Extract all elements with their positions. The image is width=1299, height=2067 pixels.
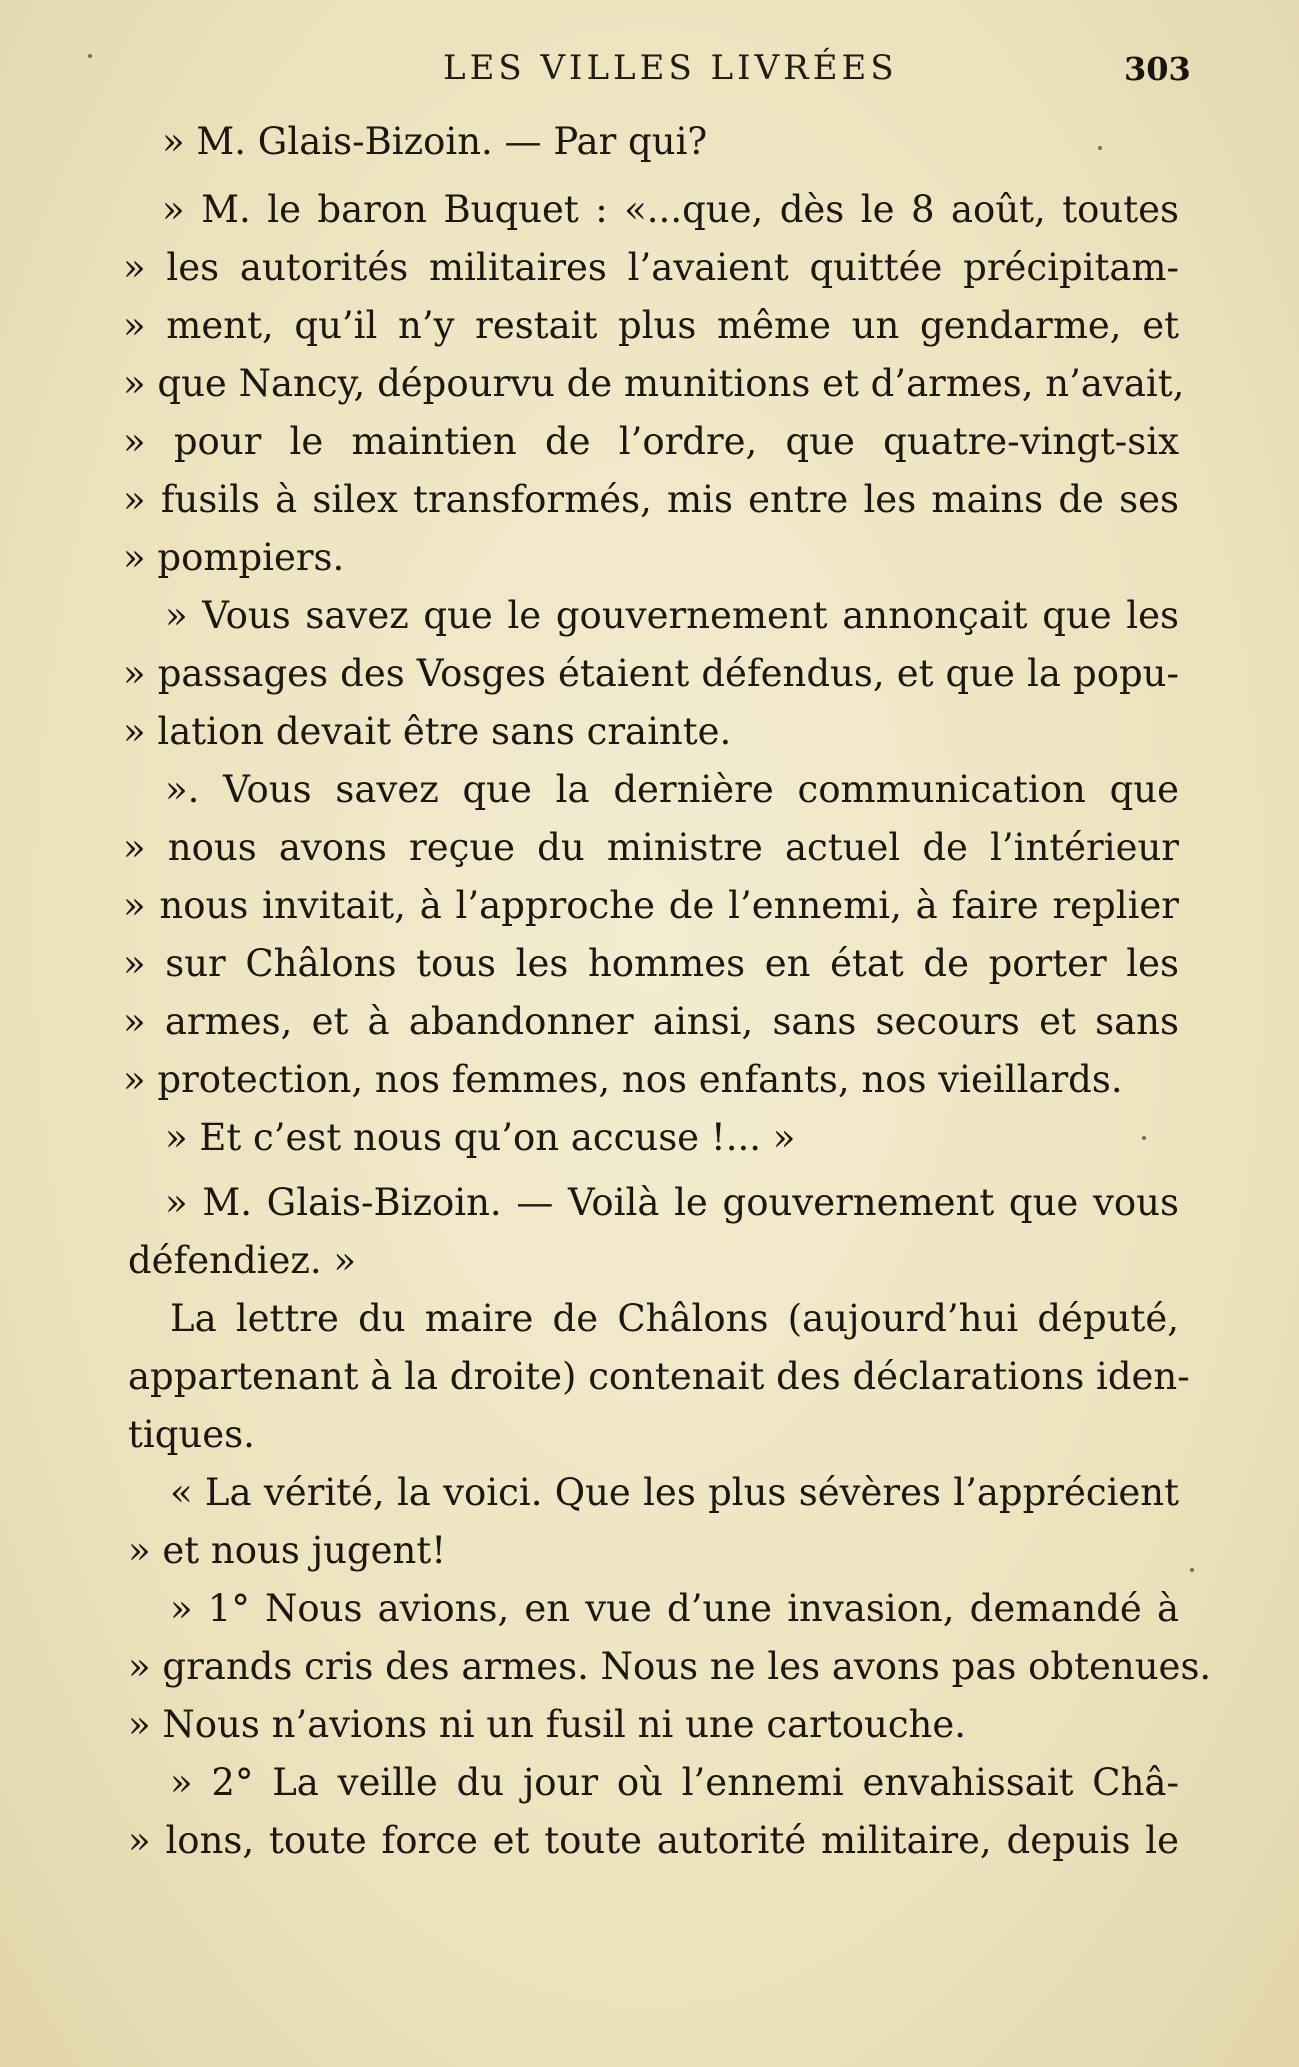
running-title: LES VILLES LIVRÉES: [443, 48, 898, 88]
text-line: » sur Châlons tous les hommes en état de porter les: [123, 942, 1179, 985]
text-line: » grands cris des armes. Nous ne les avons pas obtenues.: [128, 1645, 1212, 1688]
paper-speck: [1098, 146, 1102, 150]
page-number: 303: [1124, 50, 1191, 88]
text-line: » protection, nos femmes, nos enfants, nos vieillards.: [123, 1058, 1123, 1101]
text-line: tiques.: [128, 1413, 255, 1456]
text-line: » lons, toute force et toute autorité militaire, depuis le: [128, 1819, 1179, 1862]
text-line: appartenant à la droite) contenait des déclarations iden-: [128, 1355, 1190, 1398]
text-line: » Vous savez que le gouvernement annonçait que les: [165, 594, 1179, 637]
text-line: » nous invitait, à l’approche de l’ennemi, à faire replier: [123, 884, 1179, 927]
text-line: ». Vous savez que la dernière communication que: [165, 768, 1179, 811]
text-line: » pompiers.: [123, 536, 345, 579]
text-line: » pour le maintien de l’ordre, que quatre-vingt-six: [123, 420, 1179, 463]
paper-speck: [1142, 1136, 1146, 1140]
text-line: » armes, et à abandonner ainsi, sans secours et sans: [123, 1000, 1179, 1043]
text-line: » nous avons reçue du ministre actuel de l’intérieur: [123, 826, 1179, 869]
text-line: » et nous jugent!: [128, 1529, 447, 1572]
text-line: » M. Glais-Bizoin. — Voilà le gouvernement que vous: [165, 1181, 1179, 1224]
text-line: » M. le baron Buquet : «...que, dès le 8 août, toutes: [162, 188, 1179, 231]
text-line: » ment, qu’il n’y restait plus même un gendarme, et: [123, 304, 1179, 347]
text-line: La lettre du maire de Châlons (aujourd’hui député,: [170, 1297, 1179, 1340]
text-line: « La vérité, la voici. Que les plus sévères l’apprécient: [170, 1471, 1179, 1514]
text-line: » 1° Nous avions, en vue d’une invasion, demandé à: [170, 1587, 1179, 1630]
paper-speck: [88, 54, 92, 58]
paper-speck: [1190, 1568, 1194, 1572]
text-line: » les autorités militaires l’avaient quittée précipitam-: [123, 246, 1179, 289]
running-head: [0, 48, 1299, 98]
text-line: » 2° La veille du jour où l’ennemi envahissait Châ-: [170, 1761, 1179, 1804]
text-line: » fusils à silex transformés, mis entre les mains de ses: [123, 478, 1179, 521]
text-line: défendiez. »: [128, 1239, 357, 1282]
text-line: » que Nancy, dépourvu de munitions et d’armes, n’avait,: [123, 362, 1185, 405]
text-line: » passages des Vosges étaient défendus, et que la popu-: [123, 652, 1179, 695]
text-line: » lation devait être sans crainte.: [123, 710, 732, 753]
text-line: » Et c’est nous qu’on accuse !... »: [165, 1116, 796, 1159]
text-line: » Nous n’avions ni un fusil ni une cartouche.: [128, 1703, 967, 1746]
text-line: » M. Glais-Bizoin. — Par qui?: [162, 120, 708, 163]
